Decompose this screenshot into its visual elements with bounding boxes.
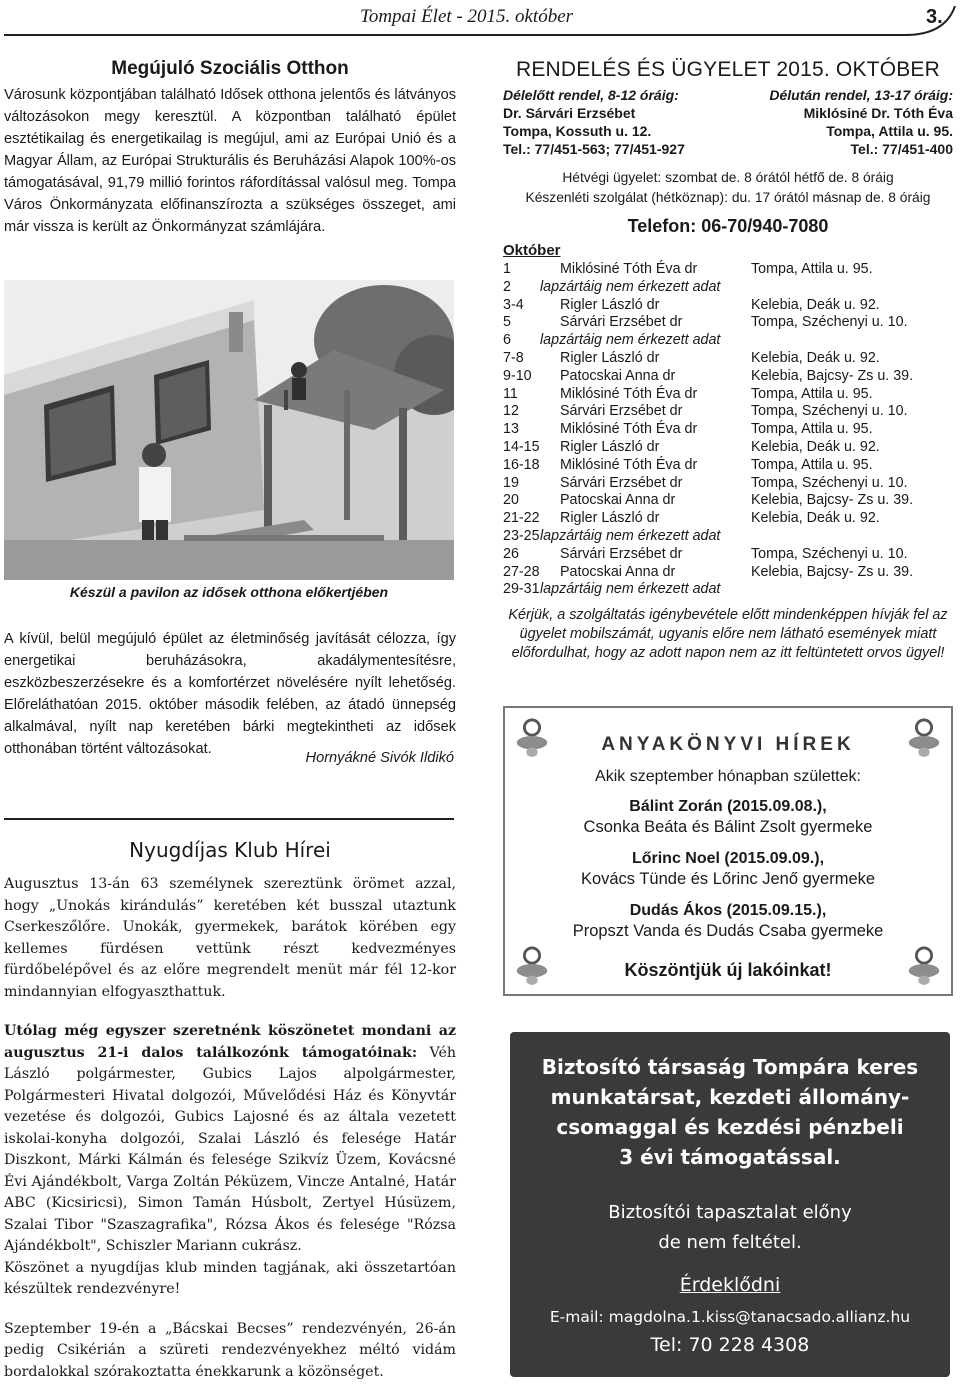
club-paragraph-1: Augusztus 13-án 63 személynek szereztünk örömet azzal, hogy „Unokás kirándulás” keretében két busszal utaztunk Cserkeszőlőre. Unokák, gyermekek, barátok körében egy kellemes fürdésen vettünk részt kedvezményes fürdőbelépővel és az előre megrendelt menüt már fél 12-kor mindannyian elfogyaszthattuk.	[4, 876, 456, 1000]
duty-row	[503, 279, 953, 297]
publication-title: Tompai Élet - 2015. október	[360, 6, 574, 27]
anyakonyv-title: ANYAKÖNYVI HÍREK	[601, 734, 855, 755]
article-nyugdijas-klub	[4, 838, 456, 1383]
birth-parents: Propszt Vanda és Dudás Csaba gyermeke	[572, 922, 884, 940]
duty-row	[503, 457, 953, 475]
article-body-continued: A kívül, belül megújuló épület az életminőség javítását célozza, így energetikai beruházásokra, akadálymentesítésre, eszközbeszerzésekre és a komfortérzet növelésére nyílt lehetőség. Előreláthatóan 2015. október második felében, az átadó ünnepség alkalmával, nyílt nap keretében bárki megtekintheti az idősek otthonában történt változásokat.	[4, 631, 456, 757]
duty-day: 9-10	[503, 367, 532, 384]
duty-row	[503, 528, 953, 546]
duty-address: Tompa, Széchenyi u. 10.	[751, 314, 908, 331]
duty-day: 3-4	[503, 296, 524, 313]
duty-doctor: Miklósiné Tóth Éva dr	[560, 261, 698, 277]
duty-row	[503, 510, 953, 528]
ad-requirements: Biztosítói tapasztalat előny de nem feltétel.	[608, 1202, 852, 1253]
duty-doctor: Rigler László dr	[560, 438, 660, 455]
duty-day: 5	[503, 314, 511, 331]
morning-phone: Tel.: 77/451-563; 77/451-927	[503, 141, 685, 157]
duty-row	[503, 368, 953, 386]
duty-row	[503, 564, 953, 582]
afternoon-phone: Tel.: 77/451-400	[850, 141, 953, 157]
header-corner-curve	[905, 6, 957, 40]
section-divider	[4, 818, 454, 820]
rendeles-title: RENDELÉS ÉS ÜGYELET 2015. OKTÓBER	[515, 58, 941, 81]
duty-doctor: Rigler László dr	[560, 349, 660, 366]
duty-day: 11	[503, 385, 518, 402]
club-thanks-heading: Utólag még egyszer szeretnénk köszönetet mondani az augusztus 21-i dalos találkozónk támogatóinak:	[4, 1023, 456, 1061]
duty-row	[503, 297, 953, 315]
article-title: Megújuló Szociális Otthon	[111, 58, 349, 79]
duty-address: Tompa, Széchenyi u. 10.	[751, 545, 908, 562]
duty-day: 16-18	[503, 456, 540, 473]
duty-day: 19	[503, 474, 519, 491]
construction-photo	[4, 280, 454, 580]
ad-phone: Tel: 70 228 4308	[650, 1334, 810, 1356]
duty-day: 13	[503, 421, 519, 438]
duty-table	[503, 261, 953, 599]
duty-address: Kelebia, Deák u. 92.	[751, 510, 880, 527]
duty-address: Tompa, Széchenyi u. 10.	[751, 403, 908, 420]
article-szocialis-otthon	[4, 58, 456, 238]
anyakonyv-greeting: Köszöntjük új lakóinkat!	[624, 960, 832, 980]
birth-name: Bálint Zorán (2015.09.08.),	[629, 798, 827, 815]
duty-note: lapzártáig nem érkezett adat	[540, 527, 721, 544]
duty-row	[503, 332, 953, 350]
duty-row	[503, 314, 953, 332]
duty-address: Kelebia, Deák u. 92.	[751, 296, 880, 313]
duty-row	[503, 350, 953, 368]
ad-headline: Biztosító társaság Tompára keres munkatársat, kezdeti állomány- csomaggal és kezdési pénzbeli 3 évi támogatással.	[541, 1055, 919, 1169]
duty-row	[503, 581, 953, 599]
duty-day: 7-8	[503, 349, 524, 366]
duty-doctor: Sárvári Erzsébet dr	[560, 403, 683, 420]
duty-doctor: Rigler László dr	[560, 510, 660, 527]
duty-doctor: Miklósiné Tóth Éva dr	[560, 385, 698, 402]
article-body: Városunk központjában található Idősek otthona jelentős és látványos változásokon megy keresztül. A központban található épület esztétikailag és energetikailag is megújul, ami az Európai Unió és a Magyar Állam, az Európai Strukturális és Beruházási Alapok 100%-os támogatásával, 91,79 millió forintos ráfordítással valósul meg. Tompa Város Önkormányzata előfinanszírozta a szükséges összeget, ami már vissza is került az Önkormányzat számlájára.	[4, 87, 456, 235]
weekend-duty: Hétvégi ügyelet: szombat de. 8 órától hétfő de. 8 óráig	[562, 170, 894, 185]
duty-day: 2	[503, 278, 511, 295]
duty-row	[503, 261, 953, 279]
duty-day: 27-28	[503, 563, 540, 580]
duty-note: lapzártáig nem érkezett adat	[540, 581, 721, 598]
ad-email[interactable]: E-mail: magdolna.1.kiss@tanacsado.allianz.hu	[549, 1308, 911, 1326]
duty-month: Október	[503, 242, 561, 259]
club-sponsors: Véh László polgármester, Gubics Lajos alpolgármester, Polgármesteri Hivatal dolgozói, Művelődési Ház és Könyvtár vezetése és dolgozói, Gubics Lajosné és az általa vezetett iskolai-konyha dolgozói, Szalai László és felesége Határ Diszkont, Márki Kálmán és felesége Szikvíz Üzem, Kovácsné Évi Ajándékbolt, Varga Zoltán Péküzem, Vincze Antalné, Határ ABC (Kicsiricsi), Simon Tamán Húsbolt, Zertyel Húsüzem, Szalai Tibor "Szaszagrafika", Rózsa Ákos és felesége "Rózsa Ajándékbolt", Schiszler Mariann cukrász.	[4, 1044, 456, 1254]
duty-day: 1	[503, 261, 511, 277]
duty-doctor: Miklósiné Tóth Éva dr	[560, 421, 698, 438]
duty-address: Tompa, Széchenyi u. 10.	[751, 474, 908, 491]
duty-address: Kelebia, Deák u. 92.	[751, 438, 880, 455]
duty-row	[503, 492, 953, 510]
page-header	[0, 0, 960, 44]
duty-doctor: Sárvári Erzsébet dr	[560, 314, 683, 331]
duty-row	[503, 386, 953, 404]
duty-day: 21-22	[503, 510, 540, 527]
duty-note: lapzártáig nem érkezett adat	[540, 332, 721, 349]
duty-doctor: Miklósiné Tóth Éva dr	[560, 456, 698, 473]
birth-name: Dudás Ákos (2015.09.15.),	[629, 902, 827, 919]
page-number: 3.	[926, 6, 943, 28]
duty-address: Kelebia, Bajcsy- Zs u. 39.	[751, 563, 914, 580]
duty-address: Tompa, Attila u. 95.	[751, 261, 873, 277]
duty-doctor: Patocskai Anna dr	[560, 563, 676, 580]
duty-day: 20	[503, 492, 519, 509]
morning-hours: Délelőtt rendel, 8-12 óráig:	[503, 87, 679, 103]
birth-parents: Kovács Tünde és Lőrinc Jenő gyermeke	[580, 870, 876, 888]
duty-row	[503, 421, 953, 439]
job-advertisement	[510, 1032, 950, 1377]
duty-row	[503, 546, 953, 564]
duty-day: 6	[503, 332, 511, 349]
club-paragraph-3: Köszönet a nyugdíjas klub minden tagjának, aki összetartóan készültek rendezvényre!	[4, 1259, 456, 1297]
duty-day: 12	[503, 403, 519, 420]
duty-phone: Telefon: 06-70/940-7080	[627, 216, 829, 236]
club-title: Nyugdíjas Klub Hírei	[129, 838, 331, 862]
morning-address: Tompa, Kossuth u. 12.	[503, 123, 652, 139]
duty-address: Tompa, Attila u. 95.	[751, 385, 873, 402]
duty-row	[503, 403, 953, 421]
afternoon-hours: Délután rendel, 13-17 óráig:	[769, 87, 953, 103]
duty-address: Kelebia, Bajcsy- Zs u. 39.	[751, 367, 914, 384]
birth-name: Lőrinc Noel (2015.09.09.),	[631, 850, 825, 867]
header-rule	[4, 34, 909, 36]
duty-address: Kelebia, Deák u. 92.	[751, 349, 880, 366]
duty-day: 14-15	[503, 438, 540, 455]
duty-address: Tompa, Attila u. 95.	[751, 456, 873, 473]
duty-notice: Kérjük, a szolgáltatás igénybevétele előtt mindenképpen hívják fel az ügyelet mobilszámát, ugyanis előre nem látható események miatt előfordulhat, hogy az adott napon nem az itt feltüntetett orvos ügyel!	[508, 607, 948, 661]
club-paragraph-4: Szeptember 19-én a „Bácskai Becses” rendezvényén, 26-án pedig Csikérián a szüreti rendezvényekhez méltó vidám bordalokkal szórakoztatta énekkarunk a közönséget.	[4, 1320, 456, 1380]
ad-contact-heading: Érdeklődni	[679, 1274, 781, 1296]
duty-day: 26	[503, 545, 519, 562]
duty-address: Tompa, Attila u. 95.	[751, 421, 873, 438]
duty-doctor: Patocskai Anna dr	[560, 367, 676, 384]
article-author: Hornyákné Sivók Ildikó	[305, 750, 454, 766]
club-paragraph-2	[4, 1021, 456, 1258]
duty-doctor: Sárvári Erzsébet dr	[560, 474, 683, 491]
anyakonyv-subtitle: Akik szeptember hónapban születtek:	[595, 768, 861, 785]
photo-caption: Készül a pavilon az idősek otthona előkertjében	[69, 584, 389, 600]
duty-address: Kelebia, Bajcsy- Zs u. 39.	[751, 492, 914, 509]
anyakonyvi-hirek-box	[503, 706, 953, 996]
duty-row	[503, 475, 953, 493]
morning-doctor: Dr. Sárvári Erzsébet	[503, 105, 636, 121]
duty-doctor: Rigler László dr	[560, 296, 660, 313]
standby-duty: Készenléti szolgálat (hétköznap): du. 17 órától másnap de. 8 óráig	[525, 190, 931, 205]
duty-doctor: Sárvári Erzsébet dr	[560, 545, 683, 562]
duty-row	[503, 439, 953, 457]
rendeles-section	[503, 58, 953, 237]
duty-day: 29-31	[503, 581, 540, 598]
afternoon-doctor: Miklósiné Dr. Tóth Éva	[803, 105, 953, 121]
duty-doctor: Patocskai Anna dr	[560, 492, 676, 509]
duty-note: lapzártáig nem érkezett adat	[540, 278, 721, 295]
duty-day: 23-25	[503, 527, 540, 544]
afternoon-address: Tompa, Attila u. 95.	[826, 123, 953, 139]
birth-parents: Csonka Beáta és Bálint Zsolt gyermeke	[583, 818, 873, 836]
